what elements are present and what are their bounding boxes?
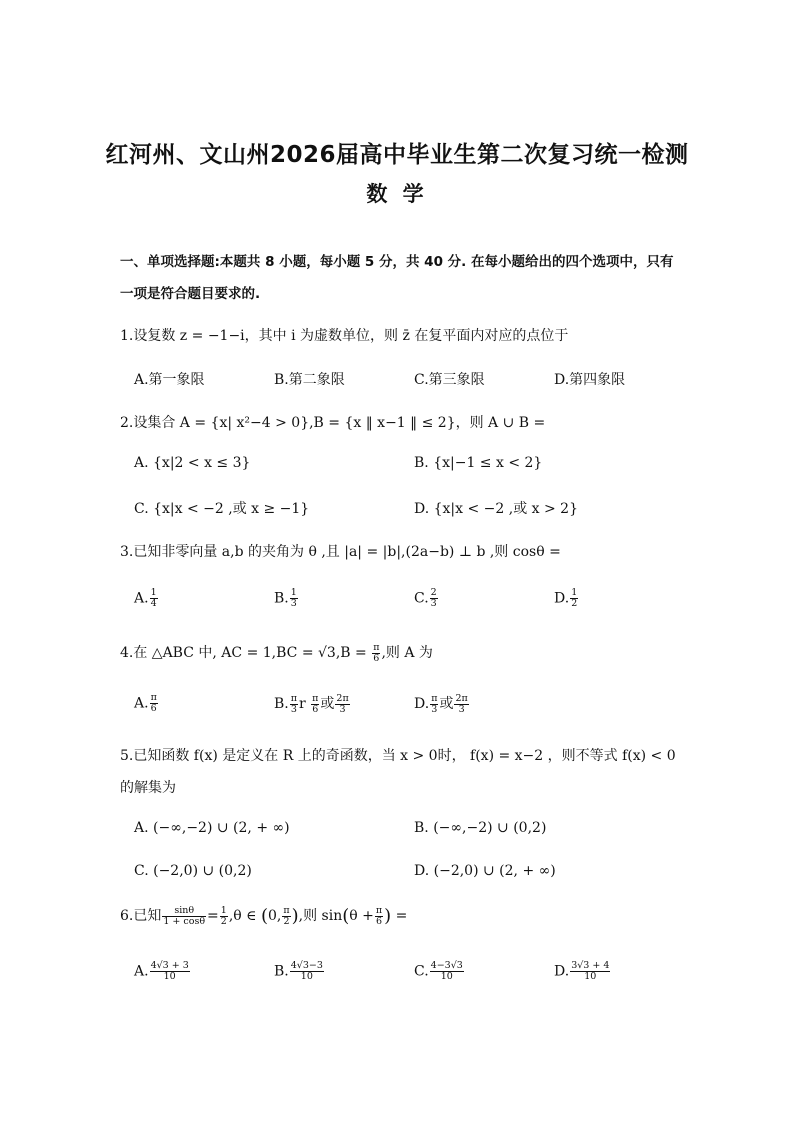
q4-option-a: A. $\frac{\pi}{6}$ xyxy=(134,692,157,714)
q3-option-a xyxy=(134,588,159,609)
exam-title: 红河州、文山州2026届高中毕业生第二次复习统一检测 xyxy=(105,142,689,168)
q2-option-d: D. {x|x < −2 ,或 x > 2} xyxy=(414,501,579,517)
section-instruction-line2: 一项是符合题目要求的. xyxy=(120,286,261,302)
q3-d-fraction: $\frac{1}{2}$ xyxy=(571,587,578,609)
q6-option-a: A. $\frac{4√3 + 3}{10}$ xyxy=(134,960,189,982)
exam-subject: 数 学 xyxy=(366,182,428,206)
q3-d-label: D. xyxy=(554,590,570,607)
q4-option-d: D. $\frac{\pi}{3}$ 或 $\frac{2\pi}{3}$ xyxy=(414,692,468,715)
q3-c-fraction: $\frac{2}{3}$ xyxy=(430,587,437,609)
q6-option-c: C. $\frac{4-3√3}{10}$ xyxy=(414,960,463,982)
q4-stem: 4.在 △ABC 中, AC = 1,BC = √3,B = $\frac{\pi}{6}$ ,则 A 为 xyxy=(120,641,433,664)
q6-option-b: B. $\frac{4√3-3}{10}$ xyxy=(274,960,323,982)
section-instruction-line1: 一、单项选择题:本题共 8 小题，每小题 5 分，共 40 分. 在每小题给出的四个选项中，只有 xyxy=(120,254,674,270)
q6-option-d: D. $\frac{3√3 + 4}{10}$ xyxy=(554,960,610,982)
q3-b-fraction: $\frac{1}{3}$ xyxy=(290,587,297,609)
q3-a-fraction: $\frac{1}{4}$ xyxy=(150,587,157,609)
q3-option-b xyxy=(274,588,299,609)
q6-ratio-fraction: $\frac{\sin\theta}{1 + \cos\theta}$ xyxy=(163,904,206,927)
q5-stem-line1: 5.已知函数 f(x) 是定义在 R 上的奇函数，当 x > 0时， f(x) = x−2 ，则不等式 f(x) < 0 xyxy=(120,748,676,764)
q4-option-b: B. $\frac{\pi}{3}$ r $\frac{\pi}{6}$ 或 $\frac{2\pi}{3}$ xyxy=(274,692,349,715)
q3-option-d xyxy=(554,588,579,609)
q1-option-d: D.第四象限 xyxy=(554,372,626,388)
q2-option-c: C. {x|x < −2 ,或 x ≥ −1} xyxy=(134,501,310,517)
q3-c-label: C. xyxy=(414,590,429,607)
q3-option-c xyxy=(414,588,439,609)
q2-option-b: B. {x|−1 ≤ x < 2} xyxy=(414,455,543,471)
q3-a-label: A. xyxy=(134,590,149,607)
q5-option-b: B. (−∞,−2) ∪ (0,2) xyxy=(414,820,547,836)
q1-option-c: C.第三象限 xyxy=(414,372,485,388)
q2-option-a: A. {x|2 < x ≤ 3} xyxy=(134,455,251,471)
q5-option-a: A. (−∞,−2) ∪ (2, + ∞) xyxy=(134,820,290,836)
q3-b-label: B. xyxy=(274,590,289,607)
q2-stem: 2.设集合 A = {x| x²−4 > 0},B = {x ‖ x−1 ‖ ≤ 2}，则 A ∪ B = xyxy=(120,415,546,431)
q1-option-a: A.第一象限 xyxy=(134,372,205,388)
q1-option-b: B.第二象限 xyxy=(274,372,345,388)
q5-stem-line2: 的解集为 xyxy=(120,780,176,796)
q5-option-c: C. (−2,0) ∪ (0,2) xyxy=(134,863,252,879)
q5-option-d: D. (−2,0) ∪ (2, + ∞) xyxy=(414,863,556,879)
q1-stem: 1.设复数 z = −1−i，其中 i 为虚数单位，则 z̄ 在复平面内对应的点位于 xyxy=(120,328,569,344)
q3-stem: 3.已知非零向量 a,b 的夹角为 θ ,且 |a| = |b|,(2a−b) ⊥ b ,则 cosθ = xyxy=(120,544,561,560)
q4-stem-fraction: $\frac{\pi}{6}$ xyxy=(373,641,380,664)
q6-stem: 6.已知 $\frac{\sin\theta}{1 + \cos\theta}$ = $\frac{1}{2}$ ,θ ∈ (0, $\frac{\pi}{2}$ ),则 sin(θ + $\frac{\pi}{6}$ ) = xyxy=(120,904,408,927)
